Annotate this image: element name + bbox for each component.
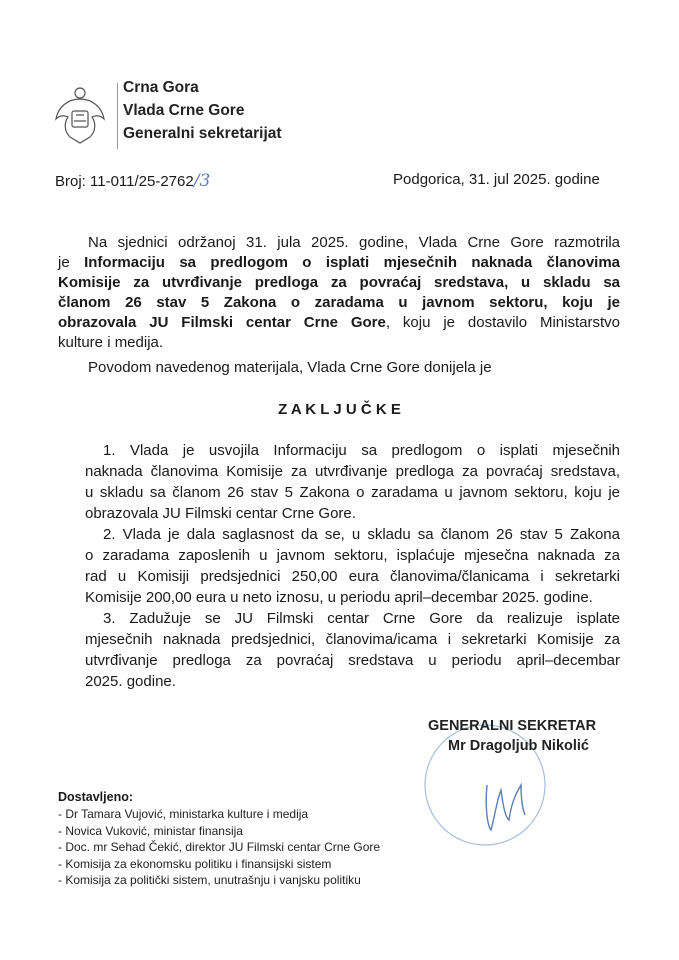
conclusion-2-line: Komisije 200,00 eura u neto iznosu, u periodu april–decembar 2025. godine. — [85, 589, 593, 606]
coat-of-arms-icon — [50, 85, 110, 147]
conclusion-2-line: o zaradama zaposlenih u javnom sektoru, isplaćuje mjesečna naknada za — [85, 547, 620, 564]
intro-line: obrazovala JU Filmski centar Crne Gore, koju je dostavilo Ministarstvo — [58, 314, 620, 331]
recipient-item: - Dr Tamara Vujović, ministarka kulture i medija — [58, 807, 309, 821]
recipient-item: - Komisija za politički sistem, unutrašnju i vanjsku politiku — [58, 873, 361, 887]
intro-line: kulture i medija. — [58, 334, 164, 351]
recipient-item: - Novica Vuković, ministar finansija — [58, 823, 243, 838]
header-divider — [117, 83, 118, 149]
conclusion-3-line: 3. Zadužuje se JU Filmski centar Crne Gore da realizuje isplate — [103, 610, 620, 627]
conclusions-heading: Z A K L J U Č K E — [278, 401, 401, 418]
conclusion-1-line: 1. Vlada je usvojila Informaciju sa predlogom o isplati mjesečnih — [103, 442, 620, 459]
distribution-label: Dostavljeno: — [58, 790, 134, 804]
conclusion-3-line: utvrđivanje predloga za povraćaj sredstava u periodu april–decembar — [85, 652, 620, 669]
reference-number: Broj: 11-011/25-2762/3 — [55, 171, 211, 191]
conclusion-2-line: rad u Komisiji predsjednici 250,00 eura članovima/članicama i sekretarki — [85, 568, 620, 585]
conclusion-1-line: naknada članovima Komisije za utvrđivanje predloga za povraćaj sredstava, — [85, 463, 620, 480]
header-country: Crna Gora — [123, 79, 199, 96]
conclusion-2-line: 2. Vlada je dala saglasnost da se, u skladu sa članom 26 stav 5 Zakona — [103, 526, 620, 543]
signatory-title: GENERALNI SEKRETAR — [428, 718, 597, 734]
handwritten-suffix: /3 — [193, 171, 211, 191]
recipient-item: - Doc. mr Sehad Čekić, direktor JU Filmski centar Crne Gore — [58, 840, 381, 854]
place-date: Podgorica, 31. jul 2025. godine — [393, 171, 600, 188]
conclusion-3-line: 2025. godine. — [85, 673, 176, 690]
header-government: Vlada Crne Gore — [123, 102, 245, 119]
intro-line: članom 26 stav 5 Zakona o zaradama u javnom sektoru, koju je — [58, 294, 620, 311]
recipient-item: - Komisija za ekonomsku politiku i finansijski sistem — [58, 856, 332, 871]
header-secretariat: Generalni sekretarijat — [123, 125, 282, 142]
conclusion-1-line: u skladu sa članom 26 stav 5 Zakona o zaradama u javnom sektoru, koju je — [85, 484, 620, 501]
conclusion-3-line: mjesečnih naknada predsjednici, članovima/icama i sekretarki Komisije za — [85, 631, 620, 648]
signatory-name: Mr Dragoljub Nikolić — [448, 738, 589, 754]
intro-line: Povodom navedenog materijala, Vlada Crne Gore donijela je — [88, 359, 492, 376]
intro-line: je Informaciju sa predlogom o isplati mjesečnih naknada članovima — [58, 254, 621, 271]
intro-line: Komisije za utvrđivanje predloga za povraćaj sredstava, u skladu sa — [58, 274, 620, 291]
intro-line: Na sjednici održanoj 31. jula 2025. godine, Vlada Crne Gore razmotrila — [88, 234, 620, 251]
conclusion-1-line: obrazovala JU Filmski centar Crne Gore. — [85, 505, 356, 522]
